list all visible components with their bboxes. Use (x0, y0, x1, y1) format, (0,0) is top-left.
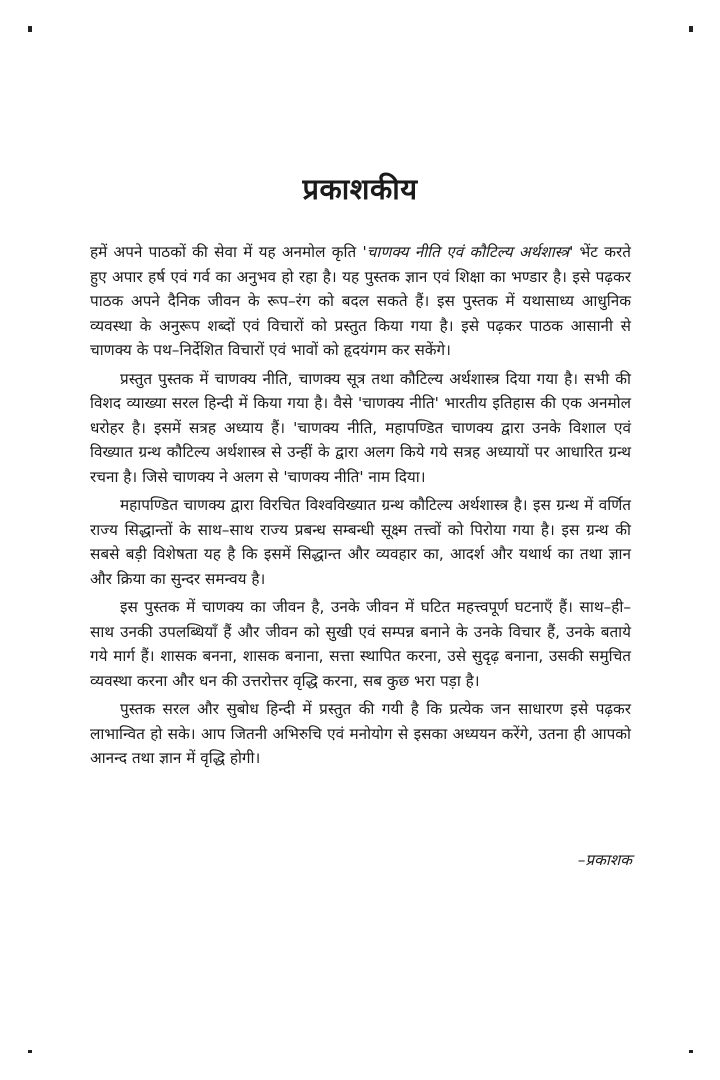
publisher-signature: –प्रकाशक (577, 851, 632, 869)
crop-mark-top-right (689, 26, 693, 32)
crop-mark-top-left (28, 26, 32, 32)
page-body (90, 240, 631, 775)
crop-mark-bottom-left (28, 1050, 32, 1053)
paragraph-1-start: हमें अपने पाठकों की सेवा में यह अनमोल कृति (90, 243, 363, 261)
paragraph-1 (90, 240, 631, 363)
page-title: प्रकाशकीय (302, 172, 418, 207)
paragraph-4: इस पुस्तक में चाणक्य का जीवन है, उनके जीवन में घटित महत्त्वपूर्ण घटनाएँ हैं। साथ–ही–साथ उनकी उपलब्धियाँ हैं और जीवन को सुखी एवं सम्पन्न बनाने के उनके विचार हैं, उनके बताये गये मार्ग हैं। शासक बनना, शासक बनाना, सत्ता स्थापित करना, उसे सुदृढ़ बनाना, उसकी समुचित व्यवस्था करना और धन की उत्तरोत्तर वृद्धि करना, सब कुछ भरा पड़ा है। (90, 598, 631, 690)
crop-mark-bottom-right (689, 1050, 693, 1053)
paragraph-5: पुस्तक सरल और सुबोध हिन्दी में प्रस्तुत की गयी है कि प्रत्येक जन साधारण इसे पढ़कर लाभान्वित हो सके। आप जितनी अभिरुचि एवं मनोयोग से इसका अध्ययन करेंगे, उतना ही आपको आनन्द तथा ज्ञान में वृद्धि होगी। (90, 700, 631, 767)
book-title: 'चाणक्य नीति एवं कौटिल्य अर्थशास्त्र' (362, 243, 574, 261)
paragraph-2: प्रस्तुत पुस्तक में चाणक्य नीति, चाणक्य सूत्र तथा कौटिल्य अर्थशास्त्र दिया गया है। सभी की विशद व्याख्या सरल हिन्दी में किया गया है। वैसे 'चाणक्य नीति' भारतीय इतिहास की एक अनमोल धरोहर है। इसमें सत्रह अध्याय हैं। 'चाणक्य नीति, महापण्डित चाणक्य द्वारा उनके विशाल एवं विख्यात ग्रन्थ कौटिल्य अर्थशास्त्र से उन्हीं के द्वारा अलग किये गये सत्रह अध्यायों पर आधारित ग्रन्थ रचना है। जिसे चाणक्य ने अलग से 'चाणक्य नीति' नाम दिया। (90, 369, 631, 486)
paragraph-3: महापण्डित चाणक्य द्वारा विरचित विश्वविख्यात ग्रन्थ कौटिल्य अर्थशास्त्र है। इस ग्रन्थ में वर्णित राज्य सिद्धान्तों के साथ–साथ राज्य प्रबन्ध सम्बन्धी सूक्ष्म तत्त्वों को पिरोया गया है। इस ग्रन्थ की सबसे बड़ी विशेषता यह है कि इसमें सिद्धान्त और व्यवहार का, आदर्श और यथार्थ का तथा ज्ञान और क्रिया का सुन्दर समन्वय है। (90, 496, 631, 588)
paragraph-1-end: भेंट करते हुए अपार हर्ष एवं गर्व का अनुभव हो रहा है। यह पुस्तक ज्ञान एवं शिक्षा का भण्डार है। इसे पढ़कर पाठक अपने दैनिक जीवन के रूप–रंग को बदल सकते हैं। इस पुस्तक में यथासाध्य आधुनिक व्यवस्था के अनुरूप शब्दों एवं विचारों को प्रस्तुत किया गया है। इसे पढ़कर पाठक आसानी से चाणक्य के पथ–निर्देशित विचारों एवं भावों को हृदयंगम कर सकेंगे। (90, 243, 631, 359)
